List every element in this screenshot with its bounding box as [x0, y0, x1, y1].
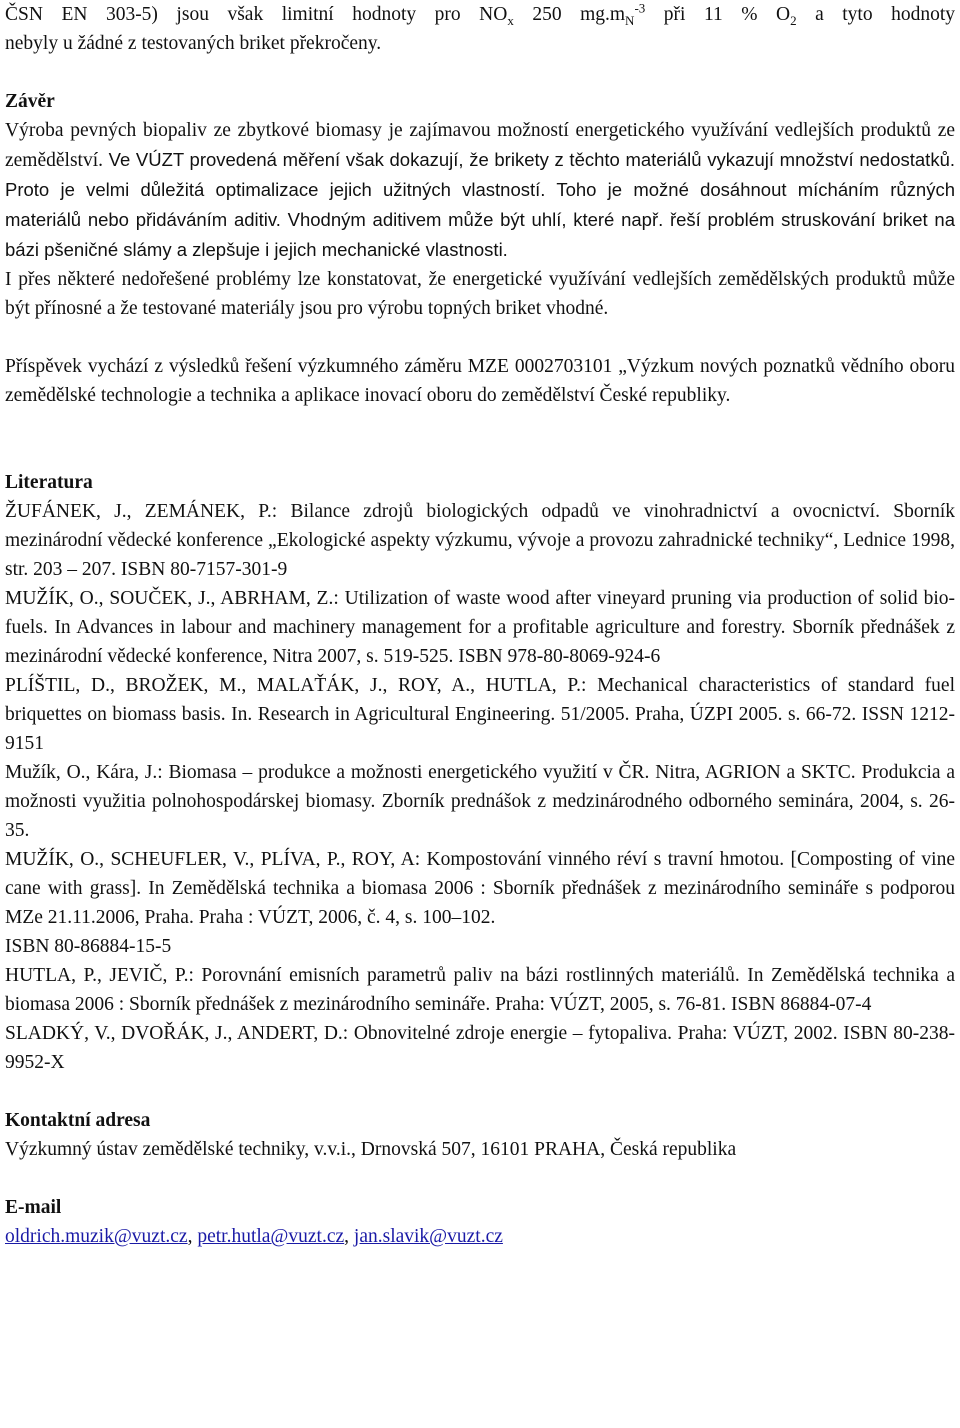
email-heading: E-mail	[5, 1197, 62, 1218]
acknowledgement-paragraph: Příspěvek vychází z výsledků řešení výzkumného záměru MZE 0002703101 „Výzkum nových poznatků vědního oboru zemědělské technologie a technika a aplikace inovací oboru do zemědělství České republiky.	[5, 356, 955, 406]
intro-line-2: nebyly u žádné z testovaných briket překročeny.	[5, 33, 382, 54]
intro-paragraph	[5, 0, 955, 29]
email-link[interactable]: jan.slavik@vuzt.cz	[353, 1226, 503, 1247]
conclusion-text: Výroba pevných biopaliv ze zbytkové biomasy je zajímavou možností energetického využívání vedlejších produktů ze zemědělství.	[5, 120, 955, 171]
intro-text: ČSN EN 303-5) jsou však limitní hodnoty pro NO	[5, 4, 508, 25]
intro-text: a tyto hodnoty	[796, 4, 956, 25]
reference-item: Mužík, O., Kára, J.: Biomasa – produkce a možnosti energetického využití v ČR. Nitra, AGRION a SKTC. Produkcia a možnosti využitia polnohospodárskej biomasy. Zborník prednášok z medzinárodného odborného seminára, 2004, s. 26-35.	[5, 762, 955, 841]
reference-item: SLADKÝ, V., DVOŘÁK, J., ANDERT, D.: Obnovitelné zdroje energie – fytopaliva. Praha: VÚZT, 2002. ISBN 80-238-9952-X	[5, 1023, 955, 1073]
subscript: 2	[790, 12, 797, 28]
reference-item: ŽUFÁNEK, J., ZEMÁNEK, P.: Bilance zdrojů biologických odpadů ve vinohradnictví a ovocnictví. Sborník mezinárodní vědecké konference „Ekologické aspekty výzkumu, vývoje a provozu zahradnické techniky“, Lednice 1998, str. 203 – 207. ISBN 80-7157-301-9	[5, 501, 955, 580]
conclusion-text-sans: Ve VÚZT provedená měření však dokazují, že brikety z těchto materiálů vykazují množství nedostatků. Proto je velmi důležitá optimalizace jejich užitných vlastností. Toho je možné dosáhnout mícháním různých materiálů nebo přidáváním aditiv. Vhodným aditivem může být uhlí, které např. řeší problém struskování briket na bázi pšeničné slámy a zlepšuje i jejich mechanické vlastnosti.	[5, 149, 955, 260]
reference-item: ISBN 80-86884-15-5	[5, 936, 172, 957]
subscript: N	[625, 12, 635, 28]
email-separator: ,	[187, 1226, 198, 1247]
conclusion-heading: Závěr	[5, 91, 55, 112]
conclusion-paragraph-1	[5, 116, 955, 265]
contact-address: Výzkumný ústav zemědělské techniky, v.v.i., Drnovská 507, 16101 PRAHA, Česká republika	[5, 1139, 737, 1160]
email-link[interactable]: petr.hutla@vuzt.cz	[197, 1226, 345, 1247]
literature-heading: Literatura	[5, 472, 93, 493]
contact-heading: Kontaktní adresa	[5, 1110, 151, 1131]
intro-text: 250 mg.m	[513, 4, 626, 25]
email-list	[5, 1222, 955, 1251]
superscript: -3	[634, 0, 646, 16]
email-separator: ,	[344, 1226, 354, 1247]
reference-item: MUŽÍK, O., SCHEUFLER, V., PLÍVA, P., ROY, A: Kompostování vinného réví s travní hmotou. [Composting of vine cane with grass]. In Zemědělská technika a biomasa 2006 : Sborník přednášek z mezinárodního semináře s podporou MZe 21.11.2006, Praha. Praha : VÚZT, 2006, č. 4, s. 100–102.	[5, 849, 955, 928]
reference-item: MUŽÍK, O., SOUČEK, J., ABRHAM, Z.: Utilization of waste wood after vineyard pruning via production of solid bio-fuels. In Advances in labour and machinery management for a profitable agriculture and forestry. Sborník přednášek z mezinárodní vědecké konference, Nitra 2007, s. 519-525. ISBN 978-80-8069-924-6	[5, 588, 955, 667]
subscript: x	[507, 12, 514, 28]
intro-text: při 11 % O	[645, 4, 791, 25]
conclusion-paragraph-2: I přes některé nedořešené problémy lze konstatovat, že energetické využívání vedlejších zemědělských produktů může být přínosné a že testované materiály jsou pro výrobu topných briket vhodné.	[5, 269, 955, 319]
email-link[interactable]: oldrich.muzik@vuzt.cz	[5, 1226, 188, 1247]
reference-item: HUTLA, P., JEVIČ, P.: Porovnání emisních parametrů paliv na bázi rostlinných materiálů. In Zemědělská technika a biomasa 2006 : Sborník přednášek z mezinárodního semináře. Praha: VÚZT, 2005, s. 76-81. ISBN 86884-07-4	[5, 965, 955, 1015]
reference-item: PLÍŠTIL, D., BROŽEK, M., MALAŤÁK, J., ROY, A., HUTLA, P.: Mechanical characteristics of standard fuel briquettes on biomass basis. In. Research in Agricultural Engineering. 51/2005. Praha, ÚZPI 2005. s. 66-72. ISSN 1212-9151	[5, 675, 955, 754]
